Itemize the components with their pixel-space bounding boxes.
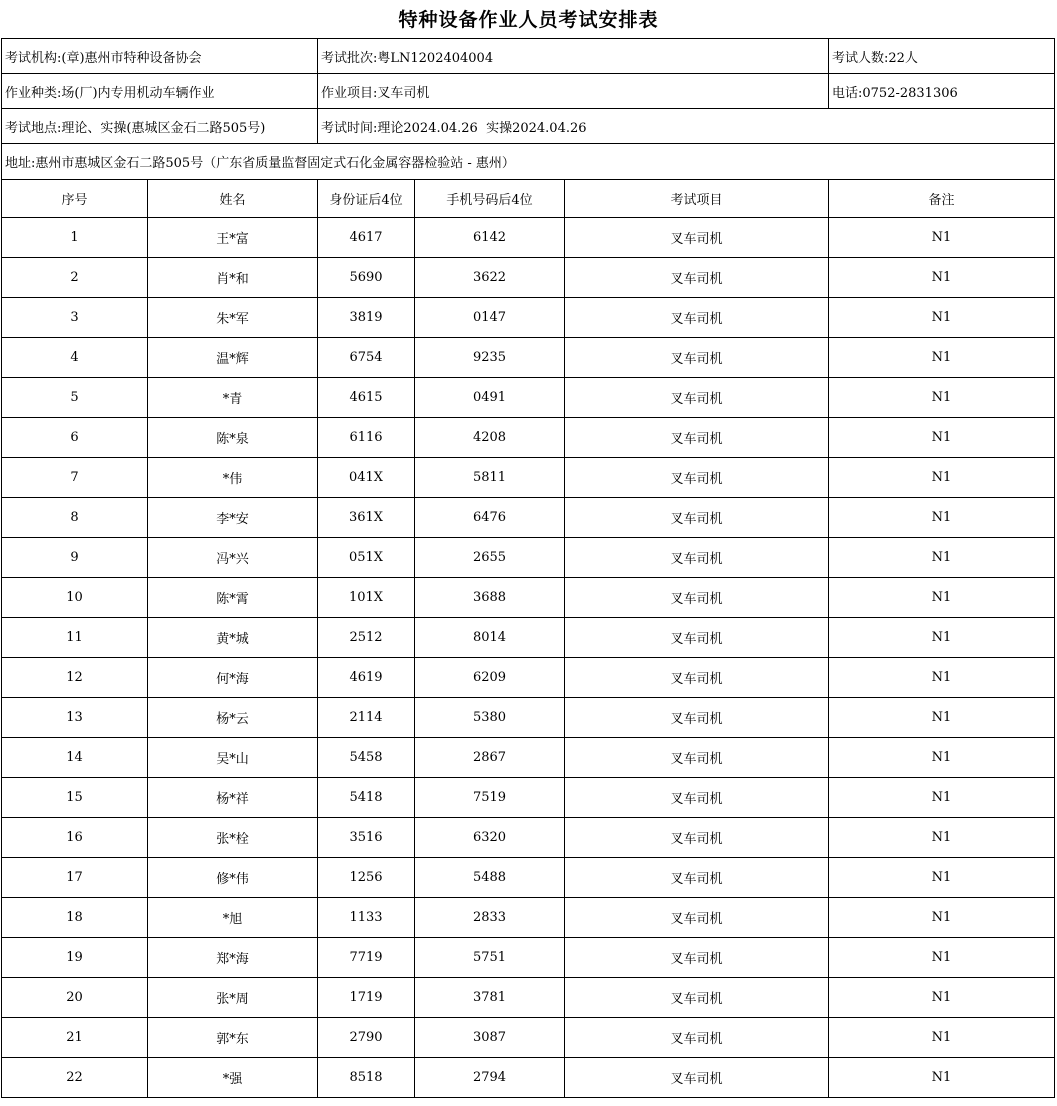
cell-name: *旭 xyxy=(148,898,318,938)
cell-phone-last4: 6209 xyxy=(415,658,565,698)
cell-phone-last4: 5751 xyxy=(415,938,565,978)
cell-exam-item: 叉车司机 xyxy=(565,418,829,458)
cell-seq: 5 xyxy=(2,378,148,418)
cell-note: N1 xyxy=(829,898,1055,938)
cell-name: 郭*东 xyxy=(148,1018,318,1058)
cell-phone-last4: 2655 xyxy=(415,538,565,578)
cell-id-last4: 6116 xyxy=(318,418,415,458)
cell-phone-last4: 2833 xyxy=(415,898,565,938)
exam-schedule-table xyxy=(1,38,1055,1098)
cell-exam-item: 叉车司机 xyxy=(565,938,829,978)
cell-name: *青 xyxy=(148,378,318,418)
cell-phone-last4: 5811 xyxy=(415,458,565,498)
cell-phone-last4: 6476 xyxy=(415,498,565,538)
cell-exam-item: 叉车司机 xyxy=(565,618,829,658)
cell-exam-item: 叉车司机 xyxy=(565,1018,829,1058)
cell-note: N1 xyxy=(829,338,1055,378)
cell-seq: 10 xyxy=(2,578,148,618)
table-body xyxy=(2,39,1055,1098)
cell-seq: 4 xyxy=(2,338,148,378)
exam-time: 考试时间:理论2024.04.26 实操2024.04.26 xyxy=(318,109,1055,144)
cell-note: N1 xyxy=(829,578,1055,618)
cell-phone-last4: 0491 xyxy=(415,378,565,418)
col-header-name: 姓名 xyxy=(148,180,318,218)
cell-name: 朱*军 xyxy=(148,298,318,338)
table-row xyxy=(2,1018,1055,1058)
cell-id-last4: 041X xyxy=(318,458,415,498)
table-row xyxy=(2,698,1055,738)
cell-exam-item: 叉车司机 xyxy=(565,298,829,338)
col-header-id: 身份证后4位 xyxy=(318,180,415,218)
table-row xyxy=(2,578,1055,618)
table-row xyxy=(2,298,1055,338)
cell-seq: 7 xyxy=(2,458,148,498)
cell-phone-last4: 3688 xyxy=(415,578,565,618)
cell-id-last4: 5690 xyxy=(318,258,415,298)
cell-exam-item: 叉车司机 xyxy=(565,978,829,1018)
page-title: 特种设备作业人员考试安排表 xyxy=(398,9,659,31)
cell-seq: 3 xyxy=(2,298,148,338)
cell-name: 黄*城 xyxy=(148,618,318,658)
cell-phone-last4: 8014 xyxy=(415,618,565,658)
cell-id-last4: 4615 xyxy=(318,378,415,418)
cell-name: 冯*兴 xyxy=(148,538,318,578)
table-row xyxy=(2,938,1055,978)
table-row xyxy=(2,898,1055,938)
cell-id-last4: 361X xyxy=(318,498,415,538)
col-header-note: 备注 xyxy=(829,180,1055,218)
cell-note: N1 xyxy=(829,218,1055,258)
cell-id-last4: 5418 xyxy=(318,778,415,818)
cell-phone-last4: 4208 xyxy=(415,418,565,458)
col-header-exam-item: 考试项目 xyxy=(565,180,829,218)
exam-count: 考试人数:22人 xyxy=(829,39,1055,74)
table-row xyxy=(2,338,1055,378)
cell-phone-last4: 5488 xyxy=(415,858,565,898)
cell-note: N1 xyxy=(829,858,1055,898)
cell-exam-item: 叉车司机 xyxy=(565,258,829,298)
cell-seq: 17 xyxy=(2,858,148,898)
cell-phone-last4: 2867 xyxy=(415,738,565,778)
cell-exam-item: 叉车司机 xyxy=(565,778,829,818)
cell-phone-last4: 7519 xyxy=(415,778,565,818)
cell-note: N1 xyxy=(829,978,1055,1018)
cell-exam-item: 叉车司机 xyxy=(565,498,829,538)
table-row xyxy=(2,218,1055,258)
cell-note: N1 xyxy=(829,818,1055,858)
cell-id-last4: 1256 xyxy=(318,858,415,898)
cell-id-last4: 101X xyxy=(318,578,415,618)
cell-seq: 21 xyxy=(2,1018,148,1058)
cell-note: N1 xyxy=(829,778,1055,818)
table-row xyxy=(2,738,1055,778)
table-row xyxy=(2,418,1055,458)
cell-note: N1 xyxy=(829,1018,1055,1058)
cell-seq: 9 xyxy=(2,538,148,578)
cell-id-last4: 7719 xyxy=(318,938,415,978)
cell-id-last4: 1719 xyxy=(318,978,415,1018)
table-row xyxy=(2,1058,1055,1098)
cell-exam-item: 叉车司机 xyxy=(565,218,829,258)
table-row xyxy=(2,778,1055,818)
cell-note: N1 xyxy=(829,258,1055,298)
cell-name: 陈*泉 xyxy=(148,418,318,458)
cell-name: 修*伟 xyxy=(148,858,318,898)
cell-seq: 16 xyxy=(2,818,148,858)
cell-seq: 20 xyxy=(2,978,148,1018)
table-row xyxy=(2,618,1055,658)
col-header-seq: 序号 xyxy=(2,180,148,218)
cell-id-last4: 2114 xyxy=(318,698,415,738)
contact-phone: 电话:0752-2831306 xyxy=(829,74,1055,109)
cell-exam-item: 叉车司机 xyxy=(565,858,829,898)
table-row xyxy=(2,858,1055,898)
cell-exam-item: 叉车司机 xyxy=(565,338,829,378)
exam-address: 地址:惠州市惠城区金石二路505号（广东省质量监督固定式石化金属容器检验站 - 惠州） xyxy=(2,144,1055,180)
col-header-phone: 手机号码后4位 xyxy=(415,180,565,218)
cell-note: N1 xyxy=(829,538,1055,578)
cell-id-last4: 4617 xyxy=(318,218,415,258)
cell-name: 吴*山 xyxy=(148,738,318,778)
cell-phone-last4: 6142 xyxy=(415,218,565,258)
exam-batch: 考试批次:粤LN1202404004 xyxy=(318,39,829,74)
cell-note: N1 xyxy=(829,698,1055,738)
cell-name: 温*辉 xyxy=(148,338,318,378)
cell-name: 肖*和 xyxy=(148,258,318,298)
table-row xyxy=(2,538,1055,578)
cell-id-last4: 4619 xyxy=(318,658,415,698)
info-row-1 xyxy=(2,39,1055,74)
table-row xyxy=(2,978,1055,1018)
cell-seq: 13 xyxy=(2,698,148,738)
cell-exam-item: 叉车司机 xyxy=(565,458,829,498)
table-header xyxy=(2,180,1055,218)
cell-seq: 12 xyxy=(2,658,148,698)
cell-exam-item: 叉车司机 xyxy=(565,1058,829,1098)
cell-phone-last4: 0147 xyxy=(415,298,565,338)
cell-exam-item: 叉车司机 xyxy=(565,378,829,418)
table-row xyxy=(2,378,1055,418)
cell-id-last4: 051X xyxy=(318,538,415,578)
cell-exam-item: 叉车司机 xyxy=(565,698,829,738)
cell-note: N1 xyxy=(829,1058,1055,1098)
info-row-2 xyxy=(2,74,1055,109)
cell-seq: 19 xyxy=(2,938,148,978)
cell-phone-last4: 6320 xyxy=(415,818,565,858)
cell-note: N1 xyxy=(829,738,1055,778)
cell-seq: 2 xyxy=(2,258,148,298)
cell-id-last4: 1133 xyxy=(318,898,415,938)
cell-exam-item: 叉车司机 xyxy=(565,658,829,698)
cell-exam-item: 叉车司机 xyxy=(565,818,829,858)
cell-name: 张*栓 xyxy=(148,818,318,858)
cell-exam-item: 叉车司机 xyxy=(565,578,829,618)
work-item: 作业项目:叉车司机 xyxy=(318,74,829,109)
table-row xyxy=(2,498,1055,538)
exam-org: 考试机构:(章)惠州市特种设备协会 xyxy=(2,39,318,74)
cell-seq: 6 xyxy=(2,418,148,458)
cell-note: N1 xyxy=(829,938,1055,978)
address-row xyxy=(2,144,1055,180)
cell-id-last4: 5458 xyxy=(318,738,415,778)
cell-name: *伟 xyxy=(148,458,318,498)
cell-name: 陈*霄 xyxy=(148,578,318,618)
cell-name: 杨*云 xyxy=(148,698,318,738)
cell-id-last4: 2512 xyxy=(318,618,415,658)
cell-seq: 8 xyxy=(2,498,148,538)
cell-note: N1 xyxy=(829,658,1055,698)
cell-name: 杨*祥 xyxy=(148,778,318,818)
cell-id-last4: 3819 xyxy=(318,298,415,338)
table-row xyxy=(2,818,1055,858)
cell-seq: 11 xyxy=(2,618,148,658)
cell-id-last4: 6754 xyxy=(318,338,415,378)
table-row xyxy=(2,658,1055,698)
info-row-3 xyxy=(2,109,1055,144)
cell-phone-last4: 3622 xyxy=(415,258,565,298)
cell-exam-item: 叉车司机 xyxy=(565,898,829,938)
cell-seq: 22 xyxy=(2,1058,148,1098)
cell-seq: 18 xyxy=(2,898,148,938)
table-row xyxy=(2,258,1055,298)
cell-phone-last4: 3781 xyxy=(415,978,565,1018)
cell-phone-last4: 5380 xyxy=(415,698,565,738)
cell-note: N1 xyxy=(829,458,1055,498)
cell-id-last4: 8518 xyxy=(318,1058,415,1098)
cell-exam-item: 叉车司机 xyxy=(565,738,829,778)
table-row xyxy=(2,458,1055,498)
cell-phone-last4: 3087 xyxy=(415,1018,565,1058)
cell-seq: 1 xyxy=(2,218,148,258)
cell-name: 王*富 xyxy=(148,218,318,258)
cell-exam-item: 叉车司机 xyxy=(565,538,829,578)
cell-seq: 15 xyxy=(2,778,148,818)
work-category: 作业种类:场(厂)内专用机动车辆作业 xyxy=(2,74,318,109)
cell-note: N1 xyxy=(829,618,1055,658)
cell-note: N1 xyxy=(829,418,1055,458)
exam-place: 考试地点:理论、实操(惠城区金石二路505号) xyxy=(2,109,318,144)
cell-name: 何*海 xyxy=(148,658,318,698)
cell-note: N1 xyxy=(829,378,1055,418)
cell-note: N1 xyxy=(829,298,1055,338)
cell-id-last4: 3516 xyxy=(318,818,415,858)
cell-note: N1 xyxy=(829,498,1055,538)
cell-name: 李*安 xyxy=(148,498,318,538)
cell-id-last4: 2790 xyxy=(318,1018,415,1058)
cell-phone-last4: 2794 xyxy=(415,1058,565,1098)
cell-phone-last4: 9235 xyxy=(415,338,565,378)
cell-seq: 14 xyxy=(2,738,148,778)
cell-name: 郑*海 xyxy=(148,938,318,978)
cell-name: *强 xyxy=(148,1058,318,1098)
cell-name: 张*周 xyxy=(148,978,318,1018)
